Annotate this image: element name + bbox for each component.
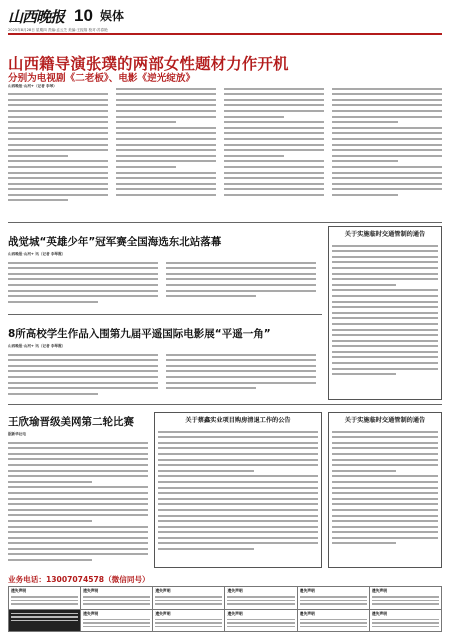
story2-headline: 战觉城“英雄少年”冠军赛全国海选东北站落幕: [8, 236, 222, 248]
section-divider: [8, 222, 442, 223]
ad-cell: 遗失声明: [225, 610, 296, 632]
lead-column-1: [8, 84, 108, 216]
ad-cell-dark: [9, 610, 80, 632]
newspaper-logo: 山西晚报: [8, 8, 65, 26]
classified-ads-grid: [8, 586, 442, 632]
lead-column-4: [332, 84, 442, 216]
ad-cell: 遗失声明: [298, 610, 369, 632]
story3-body-col2: [166, 350, 316, 402]
ad-cell: 遗失声明: [9, 587, 80, 609]
story3-byline: 山西晚报·山河+ 讯（记者 李琴霞）: [8, 344, 66, 348]
ad-hotline: 业务电话：13007074578（微信同号）: [8, 575, 150, 584]
lead-headline: 山西籍导演张璞的两部女性题材力作开机: [8, 55, 289, 73]
lead-byline: 山西晚报·山河+（记者 李琴）: [8, 84, 57, 88]
issue-info: 2025年8月28日 星期四 责编:孟云芝 美编:王振翔 校对:苏春艳: [8, 28, 108, 32]
center-notice: [154, 412, 322, 568]
masthead-rule: [8, 33, 442, 35]
ad-cell: 遗失声明: [370, 587, 441, 609]
section-divider: [8, 314, 322, 315]
ad-cell: 遗失声明: [81, 587, 152, 609]
ad-cell: 遗失声明: [81, 610, 152, 632]
section-divider: [8, 404, 442, 405]
lead-subheadline: 分别为电视剧《二老板》、电影《逆光绽放》: [8, 73, 196, 84]
traffic-notice-top: [328, 226, 442, 400]
lead-column-3: [224, 84, 324, 216]
ad-cell: 遗失声明: [153, 587, 224, 609]
traffic-notice-top-title: 关于实施临时交通管制的通告: [344, 231, 426, 238]
ad-cell: 遗失声明: [225, 587, 296, 609]
story2-body-col2: [166, 258, 316, 310]
story4-headline: 王欣瑜晋级美网第二轮比赛: [8, 416, 134, 428]
section-name: 娱体: [100, 9, 125, 23]
story3-headline: 8所高校学生作品入围第九届平遥国际电影展“平遥一角”: [8, 328, 271, 340]
ad-cell: 遗失声明: [153, 610, 224, 632]
story2-byline: 山西晚报·山河+ 讯（记者 李琴霞）: [8, 252, 66, 256]
lead-column-2: [116, 84, 216, 216]
story4-byline: 据新华社电: [8, 432, 26, 436]
ad-cell: 遗失声明: [370, 610, 441, 632]
story2-body-col1: [8, 258, 158, 310]
story4-body: [8, 438, 148, 568]
masthead: [8, 6, 442, 28]
center-notice-title: 关于蔡鑫实业项目购房清退工作的公告: [185, 417, 291, 424]
traffic-notice-bottom-title: 关于实施临时交通管制的通告: [344, 417, 426, 424]
ad-cell: 遗失声明: [298, 587, 369, 609]
story3-body-col1: [8, 350, 158, 402]
traffic-notice-bottom: [328, 412, 442, 568]
lead-body: [8, 84, 442, 216]
page-number: 10: [74, 6, 93, 25]
